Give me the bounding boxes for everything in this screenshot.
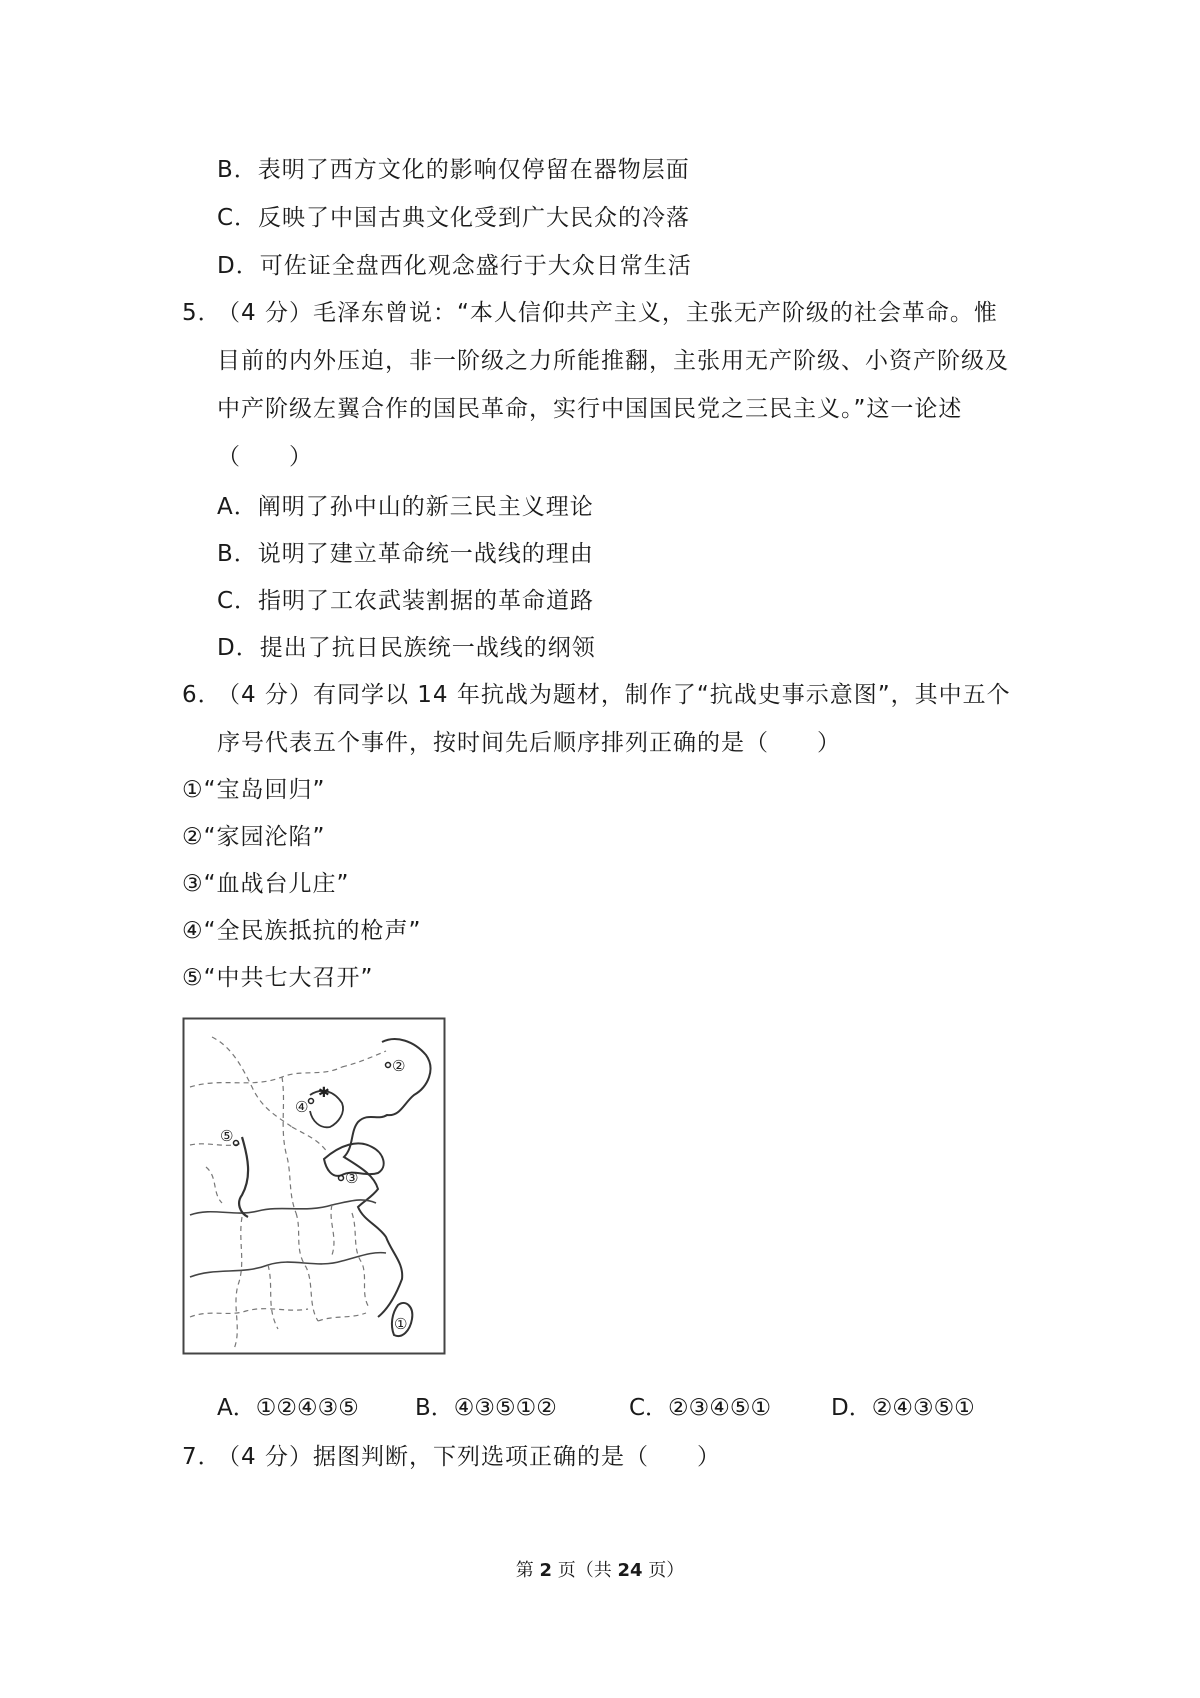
q6-number: 6． xyxy=(182,682,222,708)
map-marker-2: ② xyxy=(392,1057,406,1075)
war-events-map xyxy=(182,1017,446,1355)
footer-total-pages: 24 xyxy=(617,1560,643,1581)
q5-stem-line-3: 中产阶级左翼合作的国民革命，实行中国国民党之三民主义。”这一论述 xyxy=(217,396,963,422)
q5-option-b: B．说明了建立革命统一战线的理由 xyxy=(217,541,594,567)
q7-stem xyxy=(182,1441,721,1473)
q5-stem-line-1 xyxy=(182,297,998,329)
q6-option-a: A．①②④③⑤ xyxy=(217,1395,359,1421)
q6-event-2: ②“家园沦陷” xyxy=(182,824,326,850)
q5-option-a: A．阐明了孙中山的新三民主义理论 xyxy=(217,494,594,520)
q6-stem-line-1 xyxy=(182,679,1011,711)
q6-event-4: ④“全民族抵抗的枪声” xyxy=(182,918,422,944)
q6-event-1: ①“宝岛回归” xyxy=(182,777,326,803)
map-marker-3: ③ xyxy=(345,1169,359,1187)
q4-option-b: B．表明了西方文化的影响仅停留在器物层面 xyxy=(217,157,690,183)
q5-stem-line-4: （ ） xyxy=(217,444,313,470)
footer-page-number: 2 xyxy=(539,1560,552,1581)
q4-option-c: C．反映了中国古典文化受到广大民众的冷落 xyxy=(217,205,691,231)
q4-option-d: D．可佐证全盘西化观念盛行于大众日常生活 xyxy=(217,253,692,279)
q6-event-5: ⑤“中共七大召开” xyxy=(182,965,374,991)
map-marker-1: ① xyxy=(394,1315,408,1333)
q7-stem-text: （4 分）据图判断，下列选项正确的是（ ） xyxy=(217,1444,721,1470)
q5-number: 5． xyxy=(182,300,222,326)
q6-stem-line-2: 序号代表五个事件，按时间先后顺序排列正确的是（ ） xyxy=(217,730,841,756)
q5-option-c: C．指明了工农武装割据的革命道路 xyxy=(217,588,595,614)
q5-stem-line-2: 目前的内外压迫，非一阶级之力所能推翻，主张用无产阶级、小资产阶级及 xyxy=(217,348,1009,374)
q5-option-d: D．提出了抗日民族统一战线的纲领 xyxy=(217,635,596,661)
q6-option-d: D．②④③⑤① xyxy=(831,1395,975,1421)
q6-option-c: C．②③④⑤① xyxy=(629,1395,772,1421)
q5-stem-text: （4 分）毛泽东曾说：“本人信仰共产主义，主张无产阶级的社会革命。惟 xyxy=(217,300,998,326)
q7-number: 7． xyxy=(182,1444,222,1470)
map-marker-4: ④ xyxy=(295,1098,309,1116)
footer-prefix: 第 xyxy=(515,1560,534,1581)
q6-event-3: ③“血战台儿庄” xyxy=(182,871,350,897)
page-footer xyxy=(0,1556,1200,1582)
capital-star-icon: ✱ xyxy=(318,1085,330,1101)
map-marker-5: ⑤ xyxy=(220,1127,234,1145)
footer-middle: 页（共 xyxy=(557,1560,612,1581)
q6-stem-text: （4 分）有同学以 14 年抗战为题材，制作了“抗战史事示意图”，其中五个 xyxy=(217,682,1011,708)
q6-option-b: B．④③⑤①② xyxy=(415,1395,557,1421)
footer-suffix: 页） xyxy=(648,1560,685,1581)
